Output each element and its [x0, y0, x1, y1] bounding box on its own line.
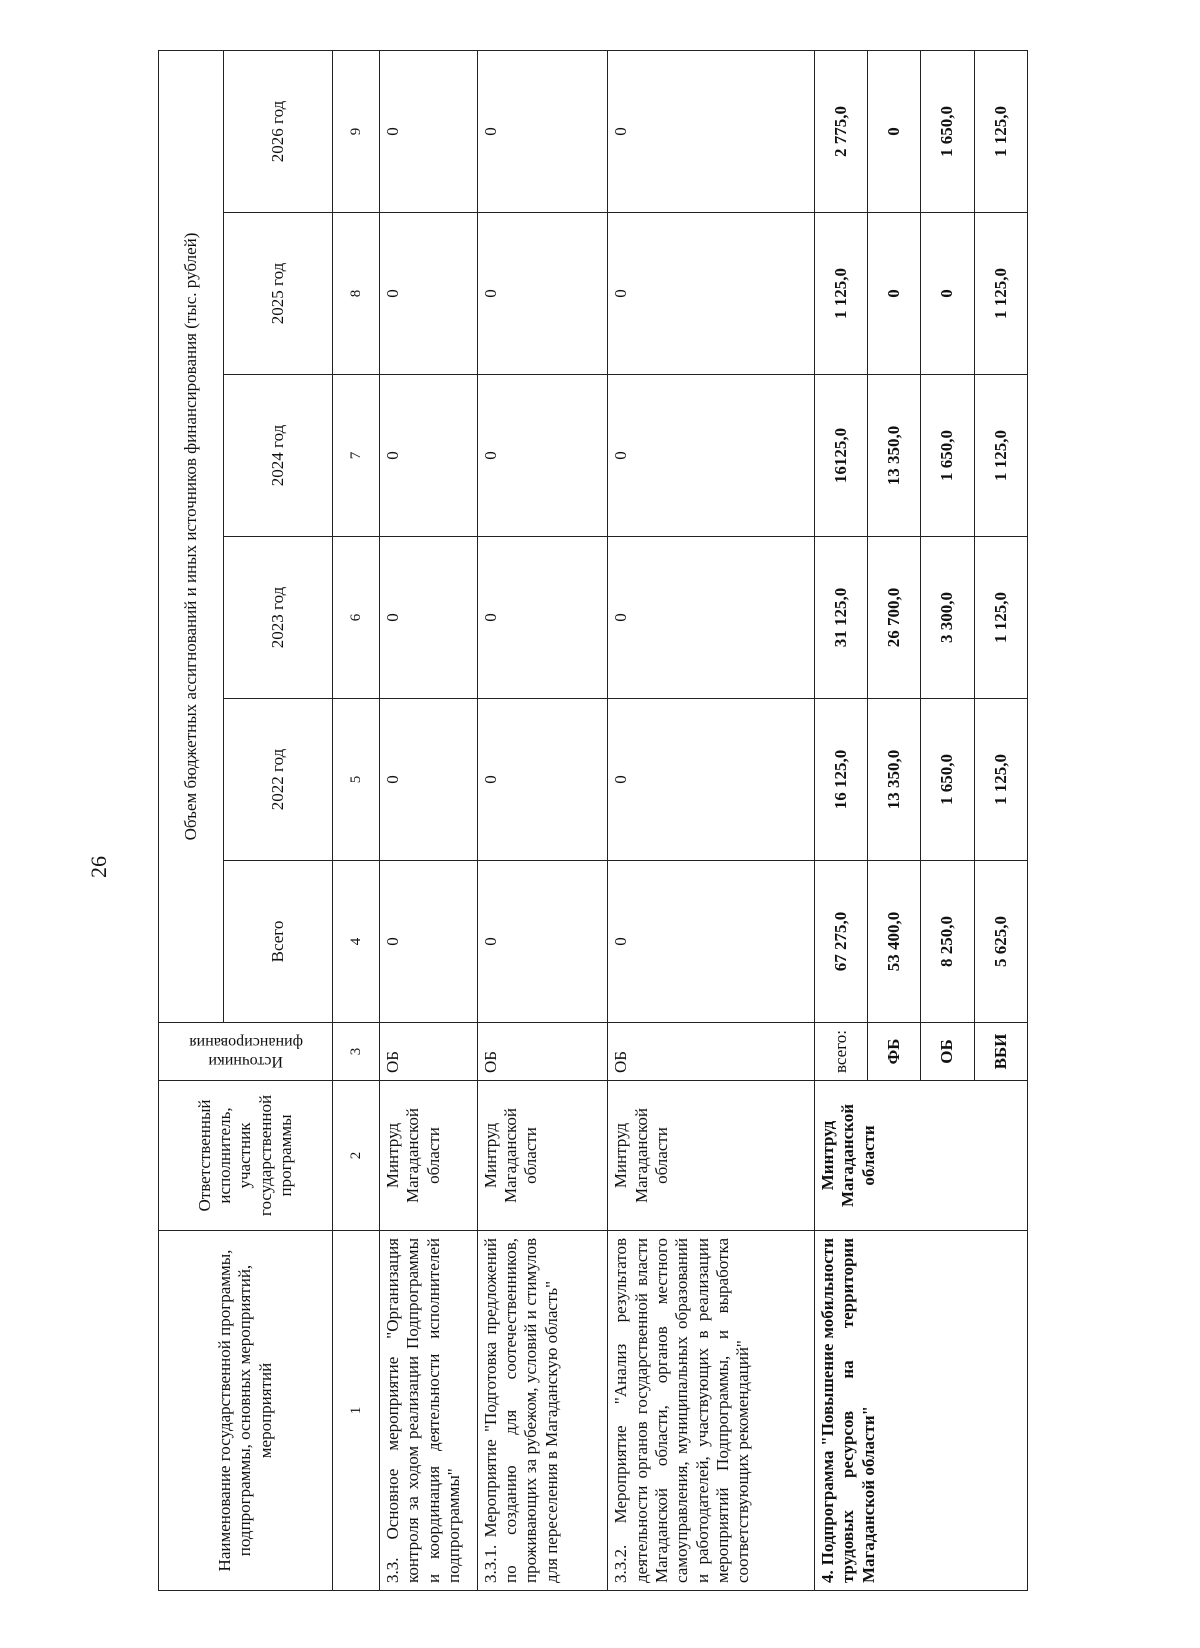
row-source: ОБ	[477, 1023, 608, 1081]
row-value: 0	[379, 213, 477, 375]
subprogram-value: 31 125,0	[814, 537, 867, 699]
subprogram-value: 16125,0	[814, 375, 867, 537]
subprogram-value: 1 125,0	[974, 537, 1027, 699]
row-name: 3.3.2. Мероприятие "Анализ результатов деятельности органов государственной власти Магаданской области, органов местного самоуправления, муниципальных образований и работодателей, участвующих в реализации мероприятий Подпрограммы, и выработка соответствующих рекомендаций"	[608, 1231, 815, 1591]
page-number: 26	[86, 856, 111, 878]
row-value: 0	[608, 861, 815, 1023]
row-value: 0	[477, 699, 608, 861]
subprogram-value: 1 125,0	[974, 213, 1027, 375]
header-year-2024: 2024 год	[224, 375, 333, 537]
row-source: ОБ	[608, 1023, 815, 1081]
subprogram-value: 1 125,0	[974, 699, 1027, 861]
row-value: 0	[608, 537, 815, 699]
row-value: 0	[379, 375, 477, 537]
row-value: 0	[608, 699, 815, 861]
subprogram-value: 5 625,0	[974, 861, 1027, 1023]
row-name: 3.3. Основное мероприятие "Организация контроля за ходом реализации Подпрограммы и координация деятельности исполнителей подпрограммы"	[379, 1231, 477, 1591]
subprogram-value: 13 350,0	[868, 699, 921, 861]
col-num: 3	[333, 1023, 380, 1081]
row-value: 0	[379, 537, 477, 699]
subprogram-value: 2 775,0	[814, 50, 867, 212]
row-value: 0	[477, 537, 608, 699]
subprogram-source: всего:	[814, 1023, 867, 1081]
rotated-table-container	[158, 51, 1028, 1591]
header-year-2022: 2022 год	[224, 699, 333, 861]
row-executor: Минтруд Магаданской области	[608, 1081, 815, 1231]
subprogram-value: 1 650,0	[921, 50, 974, 212]
subprogram-value: 26 700,0	[868, 537, 921, 699]
subprogram-value: 8 250,0	[921, 861, 974, 1023]
row-name: 3.3.1. Мероприятие "Подготовка предложений по созданию для соотечественников, проживающих за рубежом, условий и стимулов для переселения в Магаданскую область"	[477, 1231, 608, 1591]
row-source: ОБ	[379, 1023, 477, 1081]
subprogram-value: 53 400,0	[868, 861, 921, 1023]
header-volume: Объем бюджетных ассигнований и иных источников финансирования (тыс. рублей)	[159, 50, 224, 1022]
subprogram-name: 4. Подпрограмма "Повышение мобильности трудовых ресурсов на территории Магаданской области"	[814, 1231, 1027, 1591]
col-num: 5	[333, 699, 380, 861]
subprogram-value: 3 300,0	[921, 537, 974, 699]
row-value: 0	[477, 375, 608, 537]
subprogram-row	[814, 50, 867, 1590]
row-executor: Минтруд Магаданской области	[477, 1081, 608, 1231]
row-value: 0	[477, 50, 608, 212]
subprogram-value: 0	[868, 50, 921, 212]
row-value: 0	[477, 213, 608, 375]
header-year-total: Всего	[224, 861, 333, 1023]
row-value: 0	[477, 861, 608, 1023]
row-executor: Минтруд Магаданской области	[379, 1081, 477, 1231]
header-source-cell	[159, 1023, 333, 1081]
table-row	[608, 50, 815, 1590]
table-row	[477, 50, 608, 1590]
row-value: 0	[379, 861, 477, 1023]
header-year-2023: 2023 год	[224, 537, 333, 699]
subprogram-value: 13 350,0	[868, 375, 921, 537]
row-value: 0	[608, 375, 815, 537]
col-num: 7	[333, 375, 380, 537]
subprogram-value: 1 125,0	[974, 375, 1027, 537]
subprogram-value: 0	[921, 213, 974, 375]
col-num: 8	[333, 213, 380, 375]
subprogram-value: 1 650,0	[921, 699, 974, 861]
subprogram-source: ФБ	[868, 1023, 921, 1081]
header-name: Наименование государственной программы, подпрограммы, основных мероприятий, мероприятий	[159, 1231, 333, 1591]
header-year-2026: 2026 год	[224, 50, 333, 212]
col-num: 4	[333, 861, 380, 1023]
subprogram-value: 67 275,0	[814, 861, 867, 1023]
row-value: 0	[608, 50, 815, 212]
row-value: 0	[379, 699, 477, 861]
col-num: 2	[333, 1081, 380, 1231]
column-numbers-row	[333, 50, 380, 1590]
col-num: 9	[333, 50, 380, 212]
col-num: 1	[333, 1231, 380, 1591]
subprogram-value: 1 125,0	[974, 50, 1027, 212]
subprogram-source: ОБ	[921, 1023, 974, 1081]
subprogram-source: ВБИ	[974, 1023, 1027, 1081]
header-executor: Ответственный исполнитель, участник государственной программы	[159, 1081, 333, 1231]
col-num: 6	[333, 537, 380, 699]
funding-table	[158, 50, 1028, 1591]
subprogram-value: 0	[868, 213, 921, 375]
header-year-2025: 2025 год	[224, 213, 333, 375]
row-value: 0	[379, 50, 477, 212]
row-value: 0	[608, 213, 815, 375]
subprogram-executor: Минтруд Магаданской области	[814, 1081, 1027, 1231]
header-source: Источники финансирования	[188, 1033, 303, 1070]
subprogram-value: 1 650,0	[921, 375, 974, 537]
subprogram-value: 16 125,0	[814, 699, 867, 861]
table-row	[379, 50, 477, 1590]
subprogram-value: 1 125,0	[814, 213, 867, 375]
